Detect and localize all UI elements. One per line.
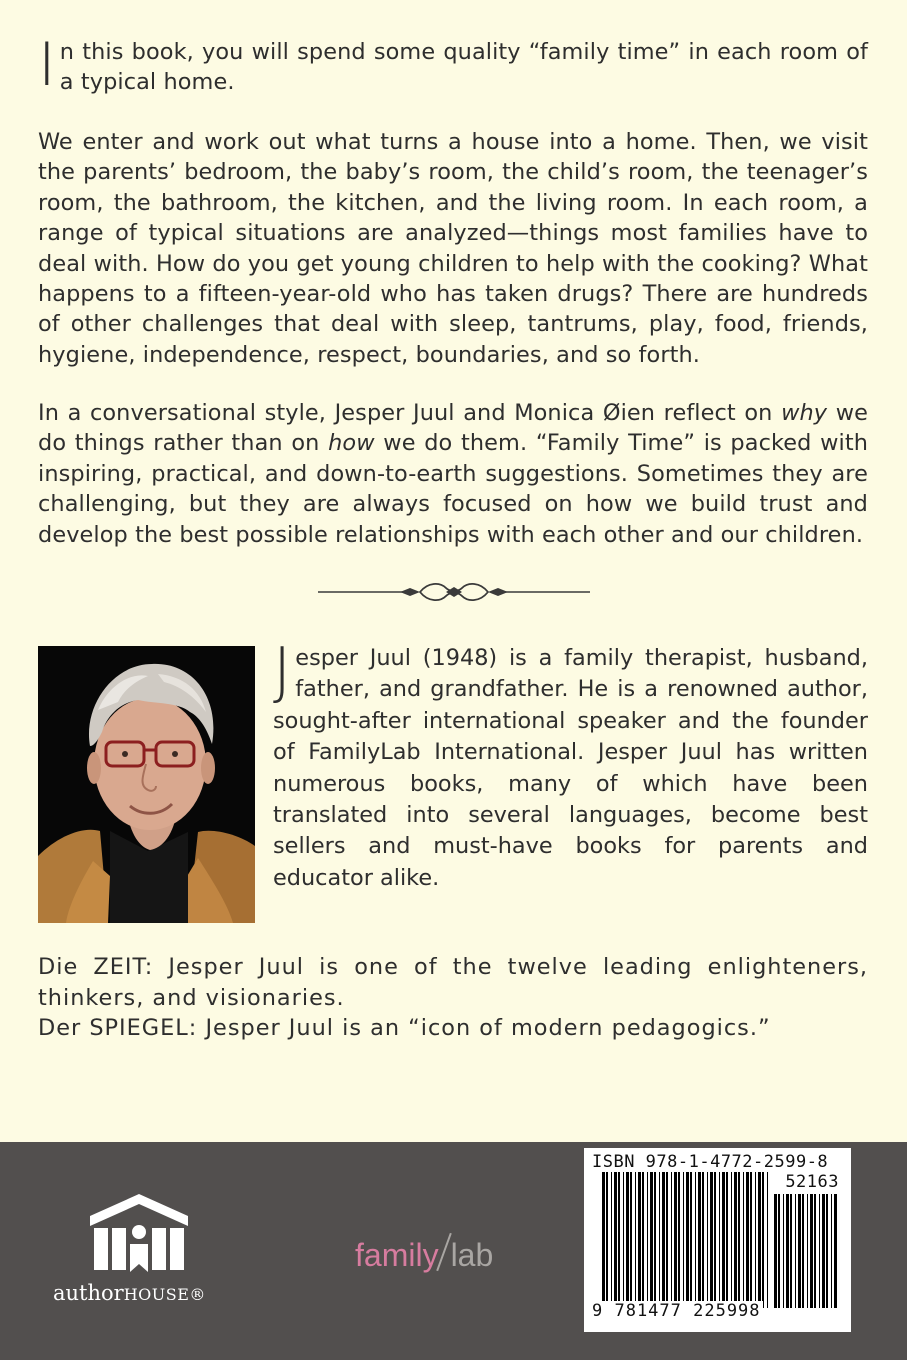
intro-paragraph-1-text: n this book, you will spend some quality “family time” in each room of a typical home.	[59, 39, 868, 96]
barcode-bar	[662, 1172, 665, 1308]
p3-part-c: we do them. “Family Time” is packed with inspiring, practical, and down-to-earth suggestions. Sometimes they are challenging, but they are always focused on how we build trust and develop the best possible relationships with each other and our children.	[38, 430, 868, 548]
p3-part-b: we do things rather than on	[38, 400, 868, 457]
intro-paragraph-3	[38, 398, 868, 550]
barcode-bar	[674, 1172, 677, 1308]
barcode-bar	[726, 1172, 728, 1308]
barcode-bar	[654, 1172, 656, 1308]
barcode-bar	[758, 1172, 761, 1308]
quote-der-spiegel: Der SPIEGEL: Jesper Juul is an “icon of modern pedagogics.”	[38, 1015, 771, 1042]
barcode-bar	[819, 1194, 820, 1308]
barcode-bar	[611, 1172, 612, 1308]
ean-barcode-bars	[602, 1172, 770, 1308]
familylab-family: family	[355, 1237, 439, 1273]
barcode-bar	[810, 1194, 813, 1308]
barcode-bar	[807, 1194, 808, 1308]
barcode-bar	[666, 1172, 668, 1308]
barcode-bar	[698, 1172, 701, 1308]
publisher-caps: HOUSE	[123, 1285, 190, 1304]
barcode-bar	[746, 1172, 749, 1308]
p3-part-a: In a conversational style, Jesper Juul and Monica Øien reflect on	[38, 400, 782, 426]
barcode-bar	[786, 1194, 789, 1308]
drop-cap-j: J	[273, 634, 292, 707]
barcode-bar	[710, 1172, 713, 1308]
barcode-bar	[671, 1172, 672, 1308]
barcode-bar	[602, 1172, 605, 1308]
barcode-bar	[647, 1172, 648, 1308]
barcode-bar	[618, 1172, 620, 1308]
barcode-bar	[778, 1194, 780, 1308]
publisher-lower: author	[53, 1281, 124, 1305]
intro-paragraph-2: We enter and work out what turns a house into a home. Then, we visit the parents’ bedroom, the baby’s room, the child’s room, the teenager’s room, the bathroom, the kitchen, and the living room. In each room, a range of typical situations are analyzed—things most families have to deal with. How do you get young children to help with the cooking? What happens to a fifteen-year-old who has taken drugs? There are hundreds of other challenges that deal with sleep, tantrums, play, food, friends, hygiene, independence, respect, boundaries, and so forth.	[38, 129, 868, 368]
barcode-bar	[702, 1172, 704, 1308]
barcode-bar	[683, 1172, 684, 1308]
barcode-bar	[630, 1172, 632, 1308]
familylab-logo	[355, 1232, 493, 1274]
barcode-bar	[767, 1172, 768, 1308]
barcode-bar	[642, 1172, 644, 1308]
p3-how: how	[328, 430, 375, 457]
barcode-bar	[722, 1172, 725, 1308]
barcode-bar	[614, 1172, 617, 1308]
divider-ornament	[318, 578, 590, 606]
barcode-bar	[822, 1194, 825, 1308]
drop-cap-i: I	[38, 30, 56, 100]
addon-barcode-bars	[774, 1194, 840, 1308]
barcode-bar	[719, 1172, 720, 1308]
barcode-bar	[623, 1172, 624, 1308]
authorhouse-logo-icon	[84, 1190, 194, 1272]
barcode-bar	[831, 1194, 832, 1308]
isbn-bottom-text: 9 781477 225998	[592, 1301, 761, 1321]
barcode-bar	[743, 1172, 744, 1308]
isbn-top-text: ISBN 978-1-4772-2599-8	[592, 1152, 829, 1172]
price-code: 52163	[785, 1172, 839, 1192]
barcode-bar	[834, 1194, 837, 1308]
barcode-bar	[802, 1194, 804, 1308]
barcode-bar	[762, 1172, 764, 1308]
barcode-bar	[790, 1194, 792, 1308]
barcode-bar	[826, 1194, 828, 1308]
intro-paragraph-1	[38, 30, 868, 100]
barcode-bar	[678, 1172, 680, 1308]
barcode-bar	[650, 1172, 653, 1308]
author-photo	[38, 646, 255, 923]
barcode-bar	[690, 1172, 692, 1308]
barcode-bar	[738, 1172, 740, 1308]
barcode-bar	[635, 1172, 636, 1308]
barcode-bar	[714, 1172, 716, 1308]
p3-why: why	[781, 400, 828, 426]
authorhouse-wordmark	[53, 1281, 206, 1305]
barcode-bar	[774, 1194, 777, 1308]
barcode-bar	[798, 1194, 801, 1308]
barcode-bar	[638, 1172, 641, 1308]
barcode-bar	[686, 1172, 689, 1308]
barcode-bar	[795, 1194, 796, 1308]
author-bio	[273, 634, 868, 894]
barcode-bar	[734, 1172, 737, 1308]
barcode	[584, 1148, 851, 1332]
familylab-lab: lab	[450, 1237, 494, 1273]
barcode-bar	[626, 1172, 629, 1308]
barcode-bar	[606, 1172, 608, 1308]
barcode-bar	[695, 1172, 696, 1308]
barcode-bar	[731, 1172, 732, 1308]
barcode-bar	[707, 1172, 708, 1308]
barcode-bar	[659, 1172, 660, 1308]
barcode-bar	[750, 1172, 752, 1308]
author-bio-text: esper Juul (1948) is a family therapist, husband, father, and grandfather. He is a renowned author, sought-after international speaker and the founder of FamilyLab International. Jesper Juul has written numerous books, many of which have been translated into several languages, become best sellers and must-have books for parents and educator alike.	[273, 645, 868, 891]
barcode-bar	[814, 1194, 816, 1308]
quote-die-zeit: Die ZEIT: Jesper Juul is one of the twelve leading enlighteners, thinkers, and visionaries.	[38, 954, 868, 1011]
publisher-mark: ®	[189, 1285, 206, 1304]
barcode-bar	[783, 1194, 784, 1308]
barcode-bar	[755, 1172, 756, 1308]
press-quotes	[38, 952, 868, 1044]
